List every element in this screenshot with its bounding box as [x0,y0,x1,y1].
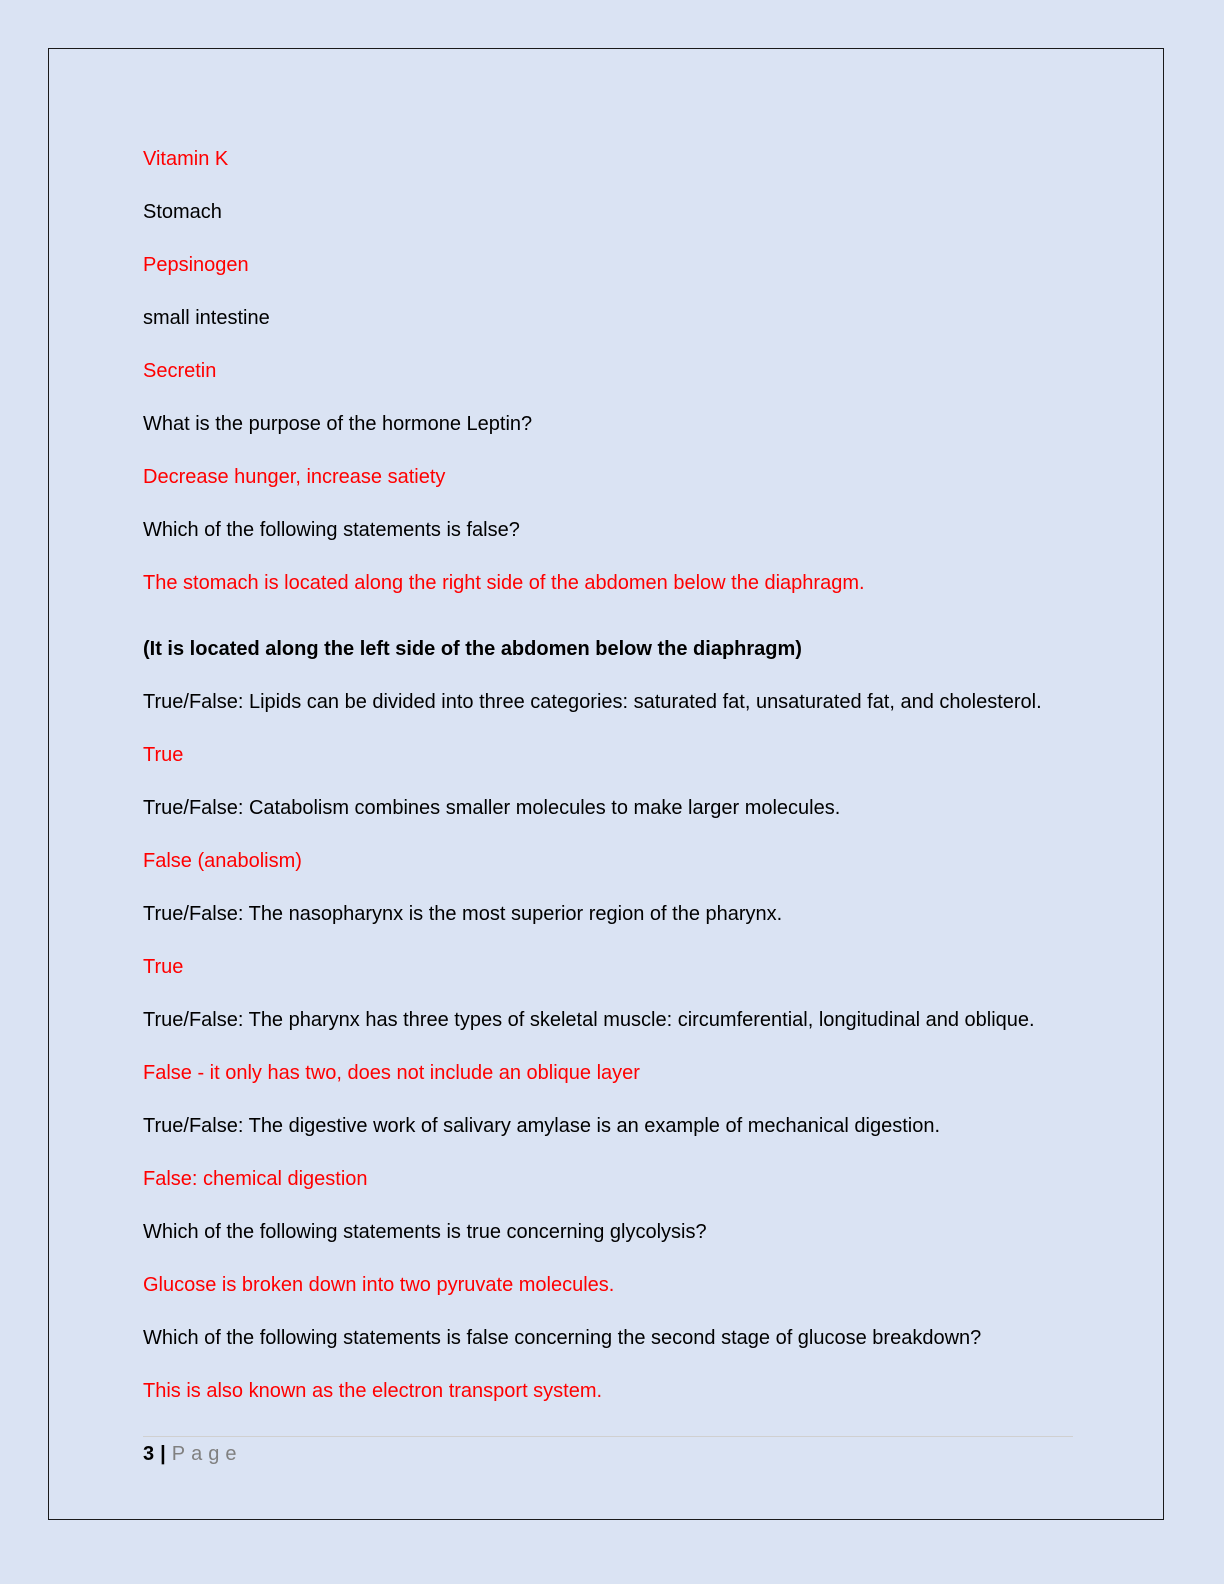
answer-line: Glucose is broken down into two pyruvate molecules. [143,1274,615,1296]
answer-line: False - it only has two, does not include an oblique layer [143,1062,640,1084]
answer-line: False: chemical digestion [143,1168,368,1190]
question-line: small intestine [143,307,270,329]
answer-line: Decrease hunger, increase satiety [143,466,446,488]
page-footer [143,1436,1073,1469]
question-line: Stomach [143,201,222,223]
answer-line: True [143,956,184,978]
answer-line: False (anabolism) [143,850,302,872]
page-number: 3 [143,1443,155,1465]
page-label: Page [171,1443,243,1465]
document-body [143,143,1078,1428]
answer-line: This is also known as the electron transport system. [143,1380,603,1402]
question-line: True/False: The pharynx has three types of skeletal muscle: circumferential, longitudinal and oblique. [143,1009,1035,1031]
answer-line: Secretin [143,360,217,382]
question-line: True/False: Catabolism combines smaller molecules to make larger molecules. [143,797,841,819]
answer-line: Vitamin K [143,148,229,170]
answer-line: The stomach is located along the right side of the abdomen below the diaphragm. [143,572,865,594]
question-line: True/False: The digestive work of salivary amylase is an example of mechanical digestion. [143,1115,941,1137]
explanation-line: (It is located along the left side of the abdomen below the diaphragm) [143,638,802,660]
question-line: What is the purpose of the hormone Leptin? [143,413,533,435]
page-separator: | [160,1443,166,1465]
answer-line: True [143,744,184,766]
question-line: True/False: Lipids can be divided into three categories: saturated fat, unsaturated fat, and cholesterol. [143,691,1042,713]
question-line: True/False: The nasopharynx is the most superior region of the pharynx. [143,903,783,925]
question-line: Which of the following statements is false? [143,519,520,541]
question-line: Which of the following statements is false concerning the second stage of glucose breakdown? [143,1327,982,1349]
question-line: Which of the following statements is true concerning glycolysis? [143,1221,707,1243]
answer-line: Pepsinogen [143,254,249,276]
